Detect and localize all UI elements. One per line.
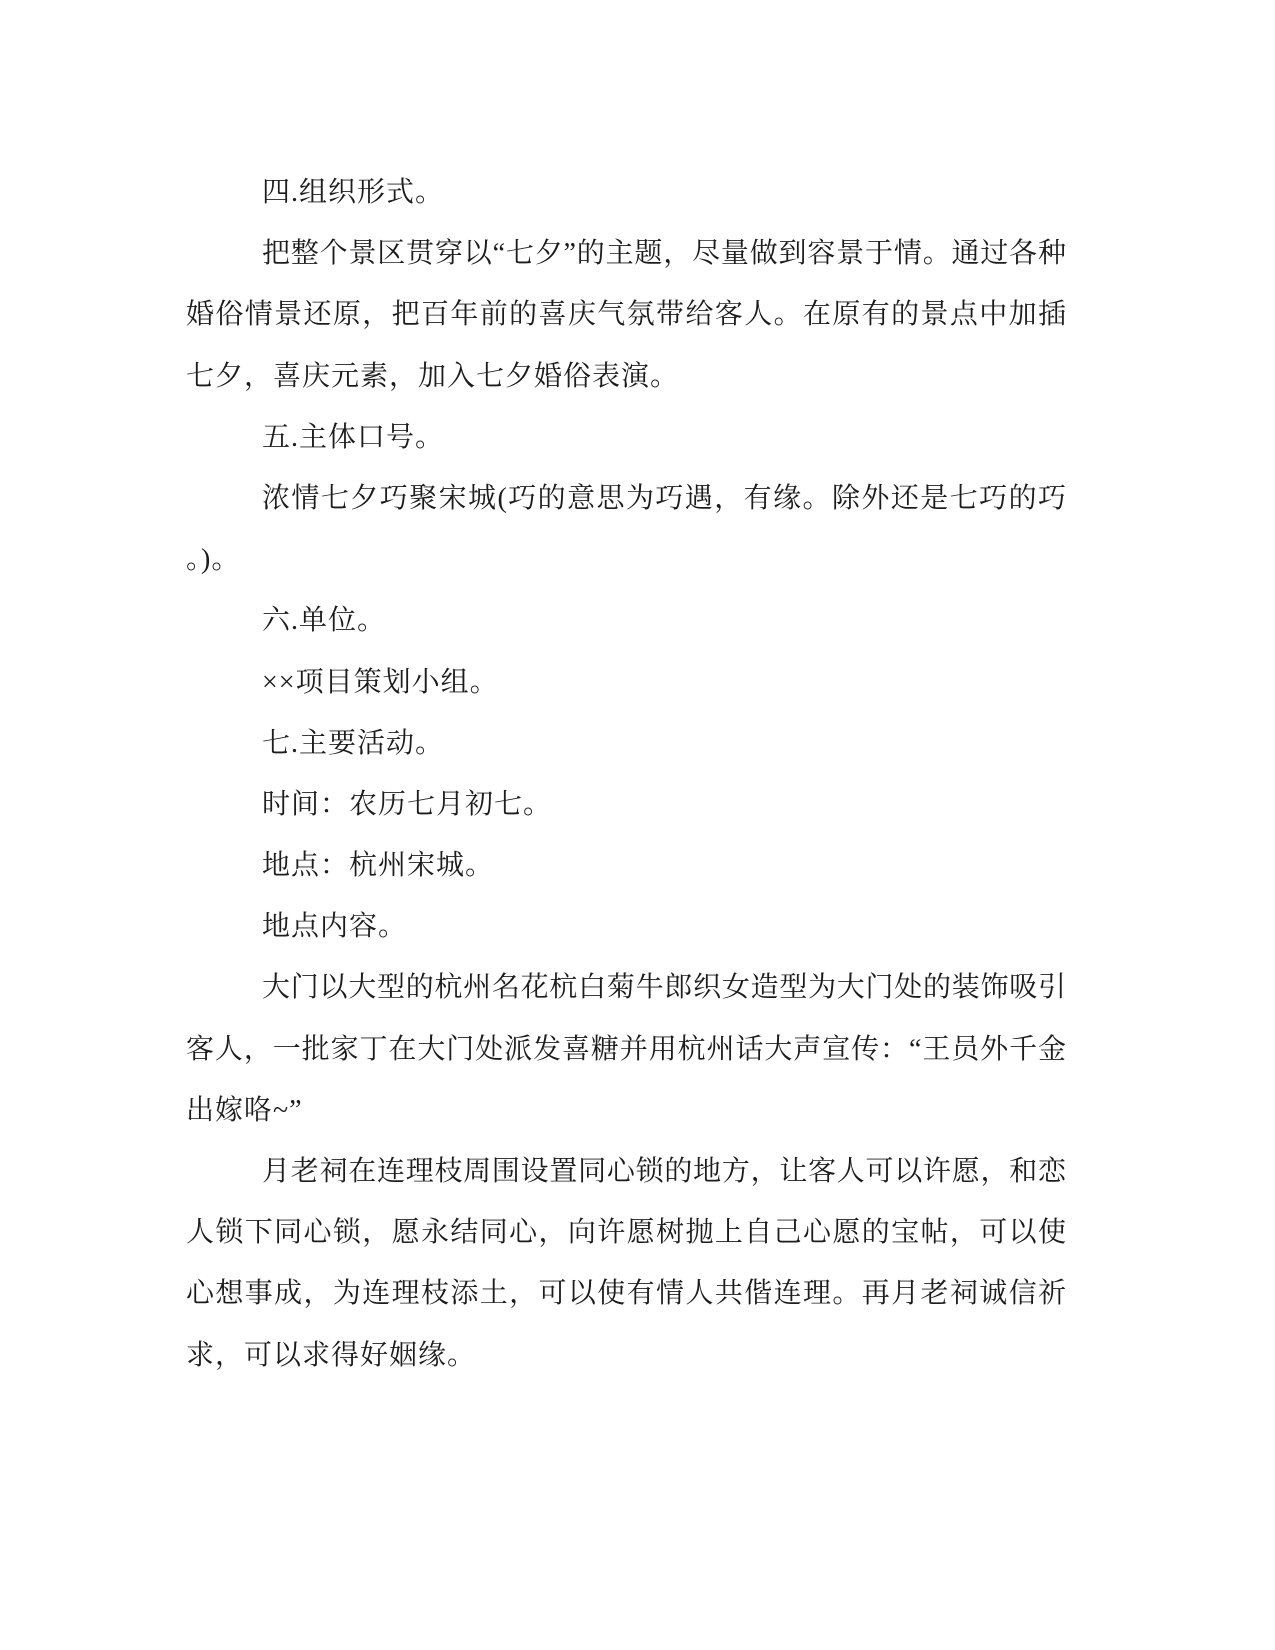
paragraph-temple-line-2: 人锁下同心锁，愿永结同心，向许愿树抛上自己心愿的宝帖，可以使 bbox=[186, 1217, 1066, 1249]
section-heading-6-unit: 六.单位。 bbox=[262, 605, 387, 637]
document-body bbox=[186, 162, 1066, 1386]
paragraph-gate-line-1: 大门以大型的杭州名花杭白菊牛郎织女造型为大门处的装饰吸引 bbox=[262, 972, 1066, 1004]
paragraph-unit-name: ××项目策划小组。 bbox=[262, 666, 499, 698]
paragraph-temple-line-3: 心想事成，为连理枝添土，可以使有情人共偕连理。再月老祠诚信祈 bbox=[186, 1278, 1066, 1310]
paragraph-organization-line-1: 把整个景区贯穿以“七夕”的主题，尽量做到容景于情。通过各种 bbox=[262, 238, 1066, 270]
paragraph-slogan-line-2: 。)。 bbox=[186, 544, 241, 576]
activity-place-content-heading: 地点内容。 bbox=[262, 911, 408, 943]
section-heading-7-activities: 七.主要活动。 bbox=[262, 727, 445, 759]
paragraph-organization-line-2: 婚俗情景还原，把百年前的喜庆气氛带给客人。在原有的景点中加插 bbox=[186, 299, 1066, 331]
activity-place-line: 地点：杭州宋城。 bbox=[262, 850, 495, 882]
activity-time-line: 时间：农历七月初七。 bbox=[262, 788, 553, 820]
paragraph-gate-line-3: 出嫁咯~” bbox=[186, 1094, 303, 1126]
paragraph-gate-line-2: 客人，一批家丁在大门处派发喜糖并用杭州话大声宣传：“王员外千金 bbox=[186, 1033, 1066, 1065]
paragraph-organization-line-3: 七夕，喜庆元素，加入七夕婚俗表演。 bbox=[186, 360, 680, 392]
section-heading-5-slogan: 五.主体口号。 bbox=[262, 421, 445, 453]
section-heading-4-organization: 四.组织形式。 bbox=[262, 177, 445, 208]
paragraph-temple-line-1: 月老祠在连理枝周围设置同心锁的地方，让客人可以许愿，和恋 bbox=[262, 1156, 1066, 1187]
paragraph-slogan-line-1: 浓情七夕巧聚宋城(巧的意思为巧遇，有缘。除外还是七巧的巧 bbox=[262, 482, 1066, 514]
paragraph-temple-line-4: 求，可以求得好姻缘。 bbox=[186, 1339, 477, 1371]
